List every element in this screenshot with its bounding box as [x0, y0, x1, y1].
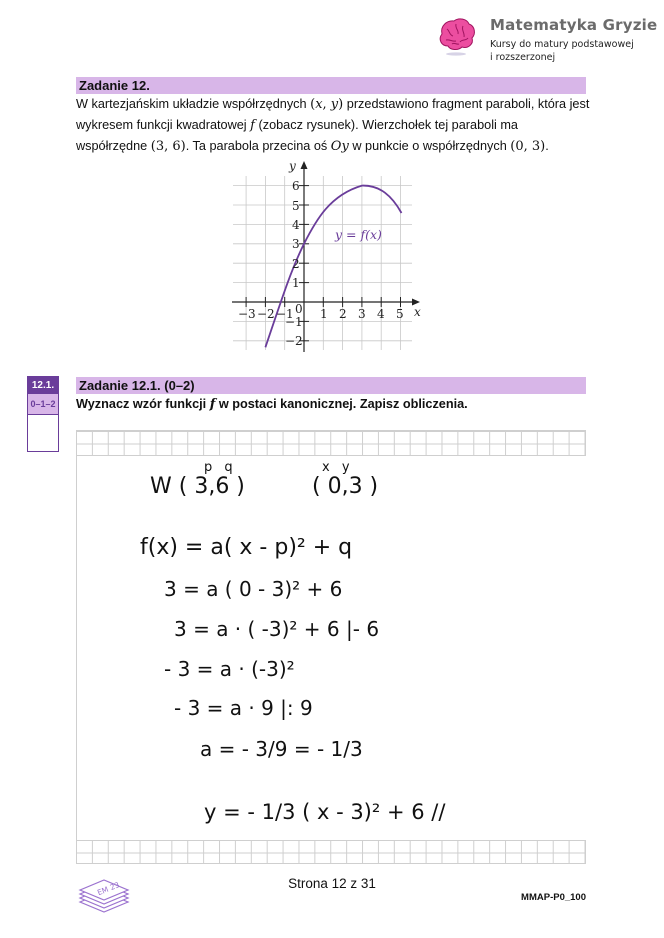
text: w postaci kanonicznej. Zapisz obliczenia.	[215, 397, 468, 411]
x-tick-label: −3	[238, 307, 256, 321]
score-box	[27, 376, 59, 452]
hw-point-labels: x y	[322, 460, 354, 475]
answer-grid-top	[76, 430, 586, 456]
text: . Ta parabola przecina oś	[185, 139, 331, 153]
hw-line-5: - 3 = a · 9 |: 9	[174, 696, 313, 720]
hw-point: ( 0,3 )	[312, 474, 379, 499]
x-tick-label: 0	[295, 302, 303, 316]
y-tick-label: 6	[292, 179, 300, 193]
hw-final-answer: y = - 1/3 ( x - 3)² + 6 //	[204, 800, 446, 824]
exam-code: MMAP-P0_100	[521, 892, 586, 903]
page-number: Strona 12 z 31	[288, 876, 376, 891]
math-intercept: (0, 3)	[510, 139, 546, 154]
task-description	[76, 94, 596, 157]
chart-grid	[233, 176, 412, 350]
math-f: f	[209, 397, 216, 412]
subtask-instruction	[76, 397, 468, 412]
text: wykresem funkcji kwadratowej	[76, 118, 251, 132]
text: przedstawiono fragment paraboli, która jest	[343, 97, 590, 111]
brand-subtitle-line2: i rozszerzonej	[490, 52, 556, 63]
answer-grid-bottom	[76, 840, 586, 864]
y-tick-label: 2	[292, 257, 300, 271]
brain-icon	[434, 14, 478, 58]
math-vertex: (3, 6)	[150, 139, 186, 154]
y-tick-label: 4	[292, 218, 300, 232]
task-header: Zadanie 12.	[76, 77, 586, 94]
x-tick-label: 1	[320, 307, 328, 321]
brand-title: Matematyka Gryzie	[490, 16, 658, 34]
subtask-header: Zadanie 12.1. (0–2)	[76, 377, 586, 394]
hw-line-1: f(x) = a( x - p)² + q	[140, 535, 353, 560]
math-xy: (x, y)	[310, 97, 344, 112]
x-tick-label: 3	[358, 307, 366, 321]
hw-line-4: - 3 = a · (-3)²	[164, 657, 295, 681]
hw-line-6: a = - 3/9 = - 1/3	[200, 737, 363, 761]
brand-subtitle	[490, 38, 634, 64]
x-tick-label: 4	[377, 307, 385, 321]
text: współrzędne	[76, 139, 151, 153]
x-axis-label: x	[414, 305, 421, 319]
y-tick-label: −1	[285, 315, 303, 329]
subtask-number: 12.1.	[28, 377, 58, 394]
score-range: 0–1–2	[28, 394, 58, 415]
y-axis-label: y	[289, 159, 296, 173]
hw-line-3: 3 = a · ( -3)² + 6 |- 6	[174, 617, 380, 641]
x-tick-label: −1	[276, 307, 294, 321]
answer-grid-left-border	[76, 456, 77, 840]
brand-header	[434, 14, 660, 64]
x-tick-label: −2	[257, 307, 275, 321]
chart-axes	[232, 166, 416, 352]
y-axis-arrow-icon	[301, 161, 308, 169]
x-tick-label: 5	[396, 307, 404, 321]
hw-line-2: 3 = a ( 0 - 3)² + 6	[164, 577, 343, 601]
task-line-1	[76, 94, 596, 115]
x-tick-label: 2	[339, 307, 347, 321]
y-tick-label: −2	[285, 334, 303, 348]
curve-label: y = f(x)	[335, 227, 382, 242]
task-line-2	[76, 115, 596, 136]
y-tick-label: 1	[292, 276, 300, 290]
task-line-3	[76, 136, 596, 157]
score-entry-field[interactable]	[28, 415, 58, 451]
parabola-chart	[225, 155, 425, 355]
y-tick-label: 3	[292, 237, 300, 251]
y-tick-label: 5	[292, 199, 300, 213]
cke-logo-text: EM 23	[96, 880, 121, 898]
math-f: f	[250, 118, 255, 133]
hw-vertex-labels: p q	[204, 460, 237, 475]
math-oy: Oy	[330, 139, 349, 154]
text: .	[545, 139, 549, 153]
text: (zobacz rysunek). Wierzchołek tej paraboli ma	[254, 118, 518, 132]
hw-vertex: W ( 3,6 )	[150, 474, 245, 499]
text: Wyznacz wzór funkcji	[76, 397, 210, 411]
brand-subtitle-line1: Kursy do matury podstawowej	[490, 39, 634, 50]
text: W kartezjańskim układzie współrzędnych	[76, 97, 311, 111]
text: w punkcie o współrzędnych	[348, 139, 511, 153]
